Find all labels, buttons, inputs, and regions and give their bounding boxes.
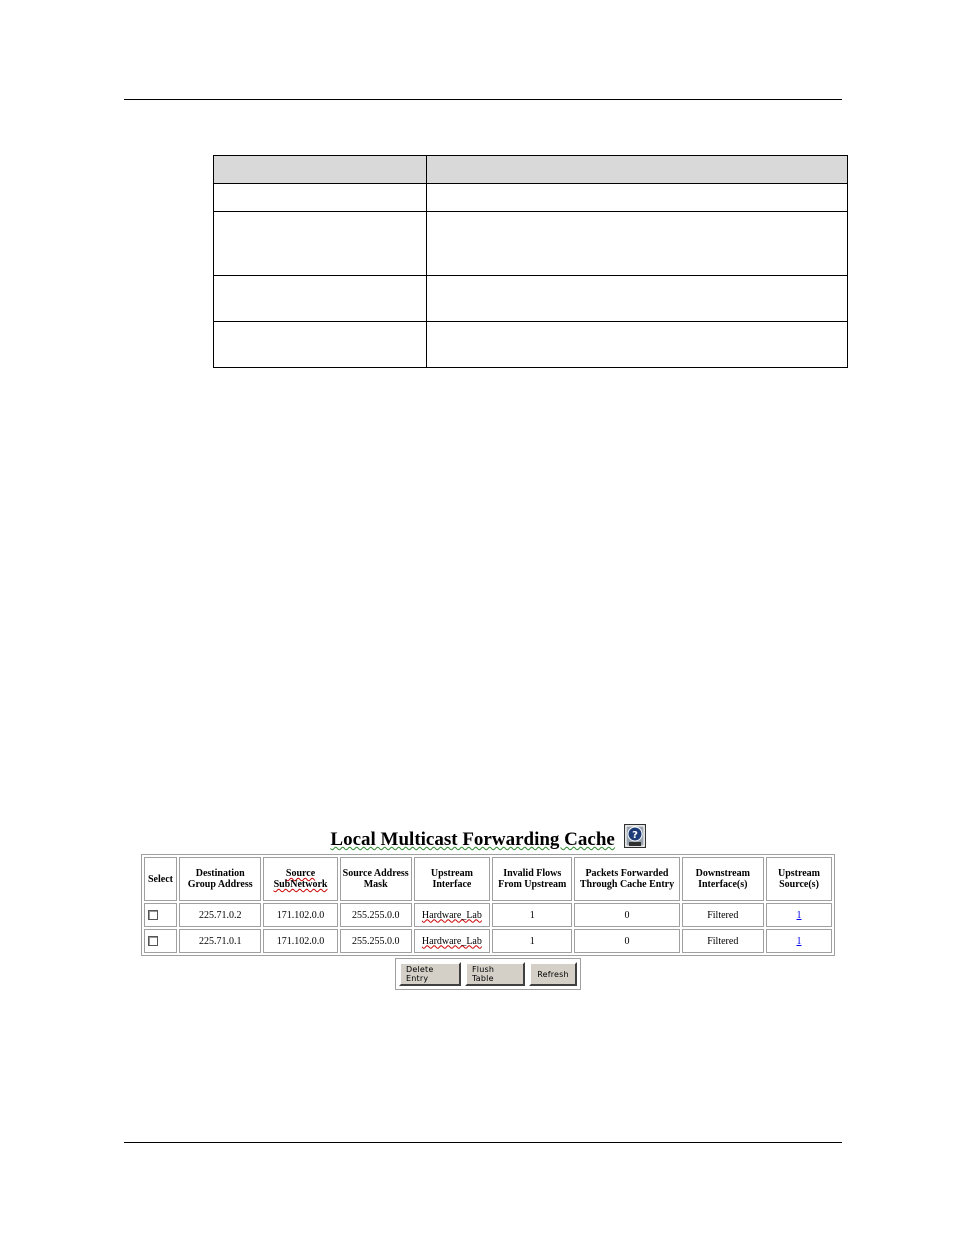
- dest-cell: 225.71.0.1: [179, 929, 261, 953]
- reference-table-row: [214, 276, 848, 322]
- table-header-row: [144, 857, 832, 901]
- iface-cell: Hardware_Lab: [414, 903, 490, 927]
- action-button-bar: [395, 958, 581, 990]
- flush-table-button[interactable]: Flush Table: [465, 962, 525, 986]
- col-source-subnetwork: Source SubNetwork: [263, 857, 337, 901]
- downstream-cell: Filtered: [682, 929, 764, 953]
- downstream-cell: Filtered: [682, 903, 764, 927]
- footer-rule: [124, 1142, 842, 1143]
- upstream-source-link[interactable]: 1: [796, 909, 802, 921]
- col-select: Select: [144, 857, 177, 901]
- reference-table-row: [214, 184, 848, 212]
- invalid-cell: 1: [492, 903, 572, 927]
- select-checkbox[interactable]: [148, 910, 158, 920]
- invalid-cell: 1: [492, 929, 572, 953]
- reference-table-header: [214, 156, 848, 184]
- header-rule: [124, 99, 842, 100]
- select-checkbox[interactable]: [148, 936, 158, 946]
- refresh-button[interactable]: Refresh: [529, 962, 577, 986]
- packets-cell: 0: [574, 929, 679, 953]
- mask-cell: 255.255.0.0: [340, 903, 412, 927]
- forwarding-cache-table: [141, 854, 835, 956]
- reference-table: [213, 155, 848, 368]
- reference-table-row: [214, 322, 848, 368]
- iface-cell: Hardware_Lab: [414, 929, 490, 953]
- col-invalid-flows: Invalid Flows From Upstream: [492, 857, 572, 901]
- packets-cell: 0: [574, 903, 679, 927]
- help-icon[interactable]: [624, 821, 646, 845]
- delete-entry-button[interactable]: Delete Entry: [399, 962, 461, 986]
- svg-text:?: ?: [631, 830, 638, 841]
- upstream-cell: [766, 929, 832, 953]
- col-upstream-sources: Upstream Source(s): [766, 857, 832, 901]
- upstream-source-link[interactable]: 1: [796, 935, 802, 947]
- col-downstream-interfaces: Downstream Interface(s): [682, 857, 764, 901]
- page-title: [141, 818, 835, 854]
- upstream-cell: [766, 903, 832, 927]
- multicast-cache-screenshot: [141, 818, 835, 990]
- reference-table-row: [214, 212, 848, 276]
- table-row: [144, 929, 832, 953]
- mask-cell: 255.255.0.0: [340, 929, 412, 953]
- page-title-text: Local Multicast Forwarding Cache: [330, 829, 615, 850]
- col-source-address-mask: Source Address Mask: [340, 857, 412, 901]
- subnet-cell: 171.102.0.0: [263, 903, 337, 927]
- subnet-cell: 171.102.0.0: [263, 929, 337, 953]
- table-row: [144, 903, 832, 927]
- col-destination-group-address: Destination Group Address: [179, 857, 261, 901]
- col-packets-forwarded: Packets Forwarded Through Cache Entry: [574, 857, 679, 901]
- col-upstream-interface: Upstream Interface: [414, 857, 490, 901]
- dest-cell: 225.71.0.2: [179, 903, 261, 927]
